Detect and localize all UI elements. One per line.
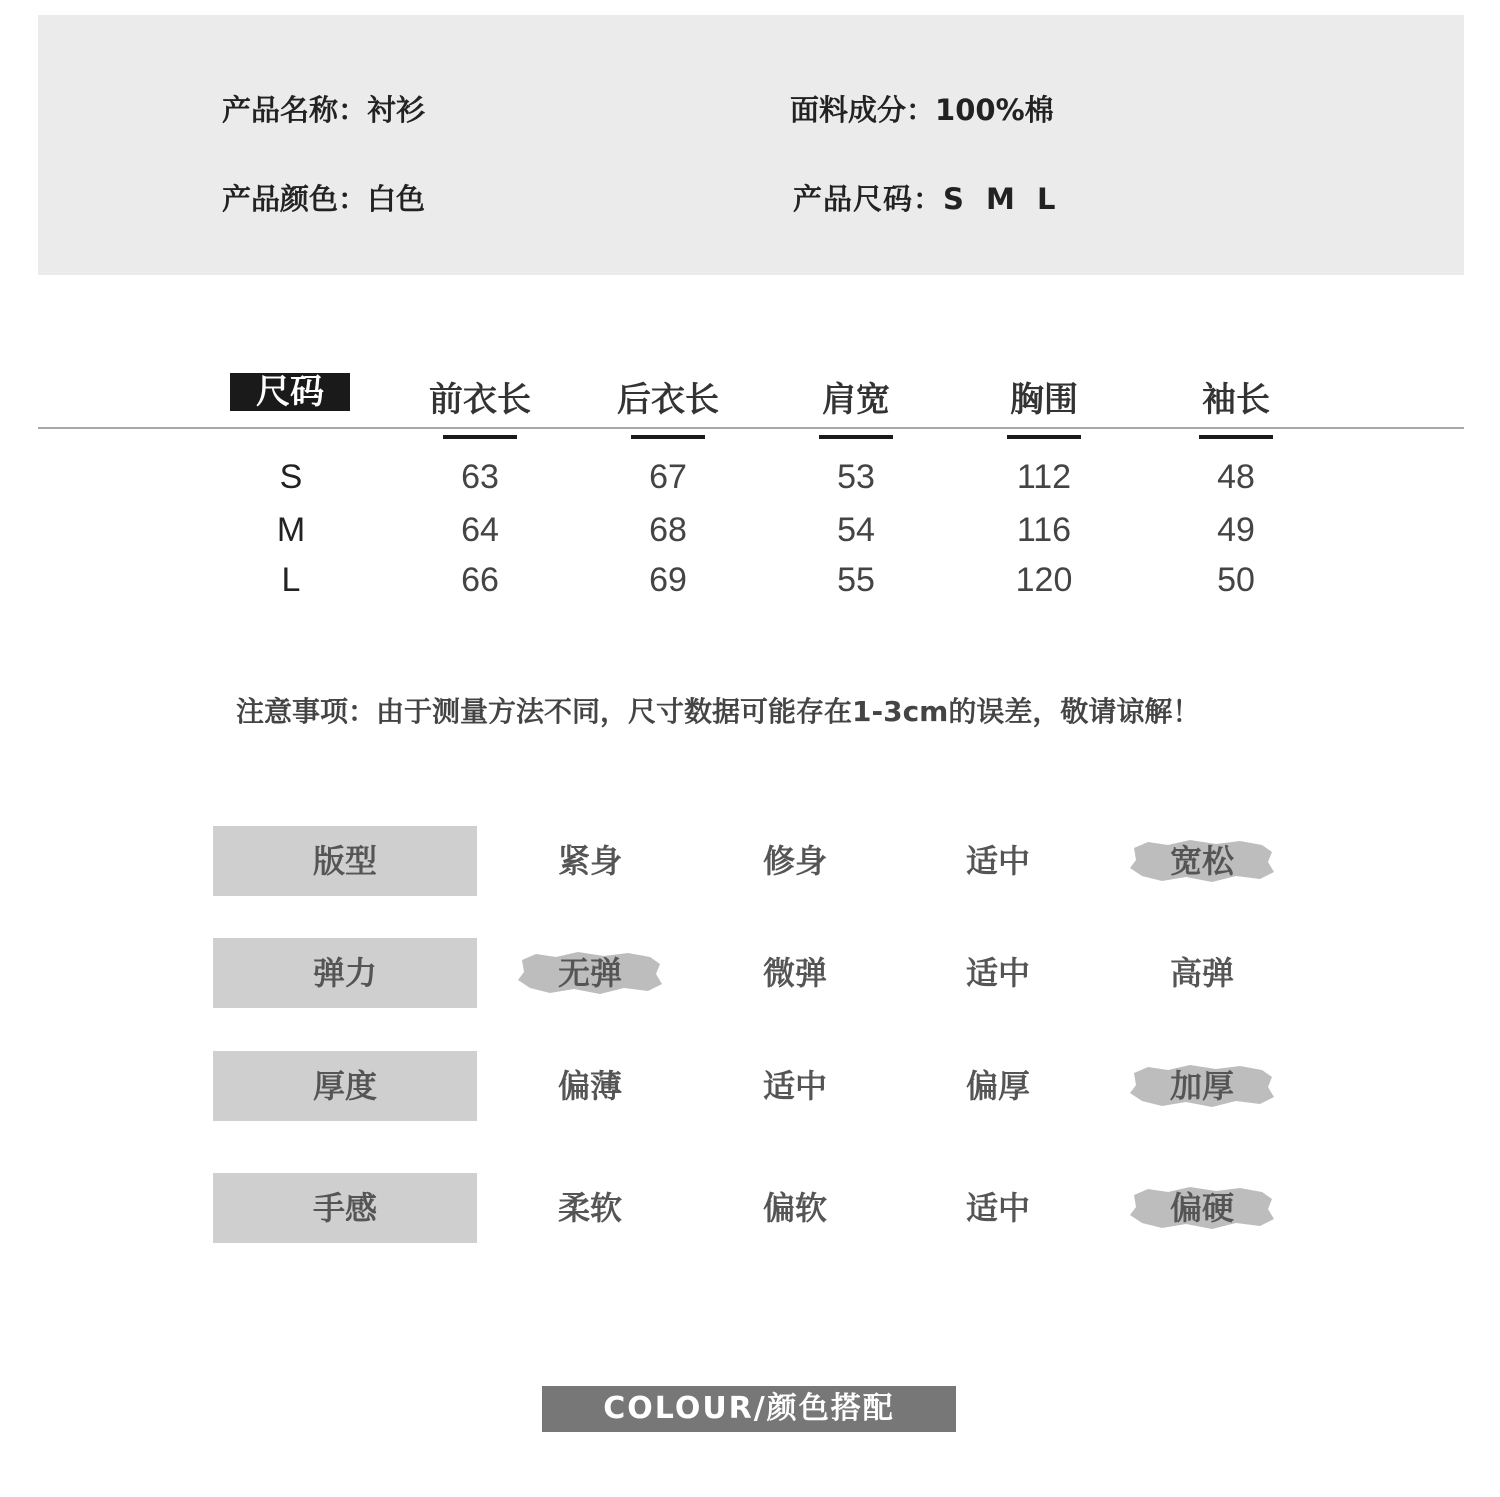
product-sizes-value: S M L bbox=[943, 182, 1062, 216]
product-info-panel bbox=[38, 15, 1464, 275]
table-cell: 66 bbox=[461, 561, 499, 599]
attribute-option-text: 高弹 bbox=[1169, 954, 1234, 992]
attribute-option-selected bbox=[1122, 1173, 1282, 1243]
attribute-option bbox=[918, 938, 1078, 1008]
attribute-option-text: 柔软 bbox=[557, 1189, 622, 1227]
attribute-option-text: 适中 bbox=[965, 954, 1030, 992]
attribute-row bbox=[0, 1173, 1500, 1243]
attribute-option bbox=[510, 826, 670, 896]
table-row bbox=[0, 561, 1500, 611]
header-back-length-text: 后衣长 bbox=[617, 380, 719, 420]
attribute-option-text: 偏厚 bbox=[965, 1067, 1030, 1105]
table-cell: 55 bbox=[837, 561, 875, 599]
table-cell: 120 bbox=[1015, 561, 1073, 599]
product-sizes-label: 产品尺码 ： bbox=[793, 182, 943, 216]
attribute-label: 手感 bbox=[213, 1173, 477, 1243]
header-underline bbox=[1007, 435, 1081, 439]
header-front-length-text: 前衣长 bbox=[429, 380, 531, 420]
attribute-option bbox=[715, 938, 875, 1008]
header-size-text: 尺码 bbox=[230, 373, 350, 411]
fabric-label: 面料成分 ： bbox=[790, 93, 935, 127]
header-underline bbox=[631, 435, 705, 439]
table-cell: 116 bbox=[1016, 511, 1072, 549]
product-name bbox=[222, 88, 425, 129]
size-table-header bbox=[0, 372, 1500, 432]
table-cell: S bbox=[279, 458, 303, 496]
attribute-label: 厚度 bbox=[213, 1051, 477, 1121]
table-cell: L bbox=[281, 561, 301, 599]
table-cell: 68 bbox=[649, 511, 687, 549]
attribute-option bbox=[510, 1051, 670, 1121]
product-color-value: 白色 bbox=[367, 182, 426, 216]
table-cell: 69 bbox=[649, 561, 687, 599]
attribute-option bbox=[1122, 938, 1282, 1008]
attribute-option-text: 紧身 bbox=[557, 842, 622, 880]
attribute-row bbox=[0, 938, 1500, 1008]
product-name-value: 衬衫 bbox=[367, 93, 426, 127]
header-underline bbox=[819, 435, 893, 439]
attribute-option bbox=[918, 826, 1078, 896]
fabric-value: 100%棉 bbox=[935, 93, 1054, 127]
attribute-option-text: 偏薄 bbox=[557, 1067, 622, 1105]
attribute-option-selected bbox=[1122, 826, 1282, 896]
table-cell: 50 bbox=[1217, 561, 1255, 599]
header-shoulder-text: 肩宽 bbox=[822, 380, 890, 420]
attribute-option-text: 适中 bbox=[965, 1189, 1030, 1227]
table-row bbox=[0, 511, 1500, 561]
attribute-row bbox=[0, 1051, 1500, 1121]
header-underline bbox=[1199, 435, 1273, 439]
table-cell: 53 bbox=[837, 458, 875, 496]
attribute-option-text: 宽松 bbox=[1169, 842, 1234, 880]
attribute-option-text: 无弹 bbox=[557, 954, 622, 992]
attribute-option-text: 适中 bbox=[762, 1067, 827, 1105]
header-size bbox=[215, 372, 365, 412]
attribute-option-text: 偏软 bbox=[762, 1189, 827, 1227]
attribute-option bbox=[715, 826, 875, 896]
product-sizes bbox=[793, 177, 1061, 218]
attribute-option bbox=[510, 1173, 670, 1243]
attribute-option-text: 修身 bbox=[762, 842, 827, 880]
attribute-option bbox=[715, 1173, 875, 1243]
attribute-option-text: 微弹 bbox=[762, 954, 827, 992]
attribute-label: 弹力 bbox=[213, 938, 477, 1008]
table-cell: M bbox=[276, 511, 306, 549]
table-divider bbox=[38, 427, 1464, 429]
table-cell: 64 bbox=[461, 511, 499, 549]
attribute-option-text: 加厚 bbox=[1169, 1067, 1234, 1105]
colour-banner: COLOUR/颜色搭配 bbox=[542, 1386, 956, 1432]
table-cell: 48 bbox=[1217, 458, 1255, 496]
attribute-label: 版型 bbox=[213, 826, 477, 896]
attribute-option bbox=[715, 1051, 875, 1121]
table-cell: 54 bbox=[837, 511, 875, 549]
attribute-option bbox=[918, 1173, 1078, 1243]
table-cell: 49 bbox=[1217, 511, 1255, 549]
measurement-note: 注意事项：由于测量方法不同，尺寸数据可能存在1-3cm的误差，敬请谅解！ bbox=[236, 695, 1201, 728]
attribute-option bbox=[918, 1051, 1078, 1121]
attribute-option-text: 适中 bbox=[965, 842, 1030, 880]
header-sleeve-text: 袖长 bbox=[1202, 380, 1270, 420]
attribute-option-text: 偏硬 bbox=[1169, 1189, 1234, 1227]
product-name-label: 产品名称 ： bbox=[222, 93, 367, 127]
attribute-row bbox=[0, 826, 1500, 896]
header-chest-text: 胸围 bbox=[1010, 380, 1078, 420]
header-underline bbox=[443, 435, 517, 439]
table-cell: 112 bbox=[1016, 458, 1072, 496]
attribute-option-selected bbox=[1122, 1051, 1282, 1121]
table-cell: 63 bbox=[461, 458, 499, 496]
product-color bbox=[222, 177, 425, 218]
product-color-label: 产品颜色 ： bbox=[222, 182, 367, 216]
fabric-composition bbox=[790, 88, 1054, 129]
attribute-option-selected bbox=[510, 938, 670, 1008]
table-cell: 67 bbox=[649, 458, 687, 496]
table-row bbox=[0, 458, 1500, 508]
